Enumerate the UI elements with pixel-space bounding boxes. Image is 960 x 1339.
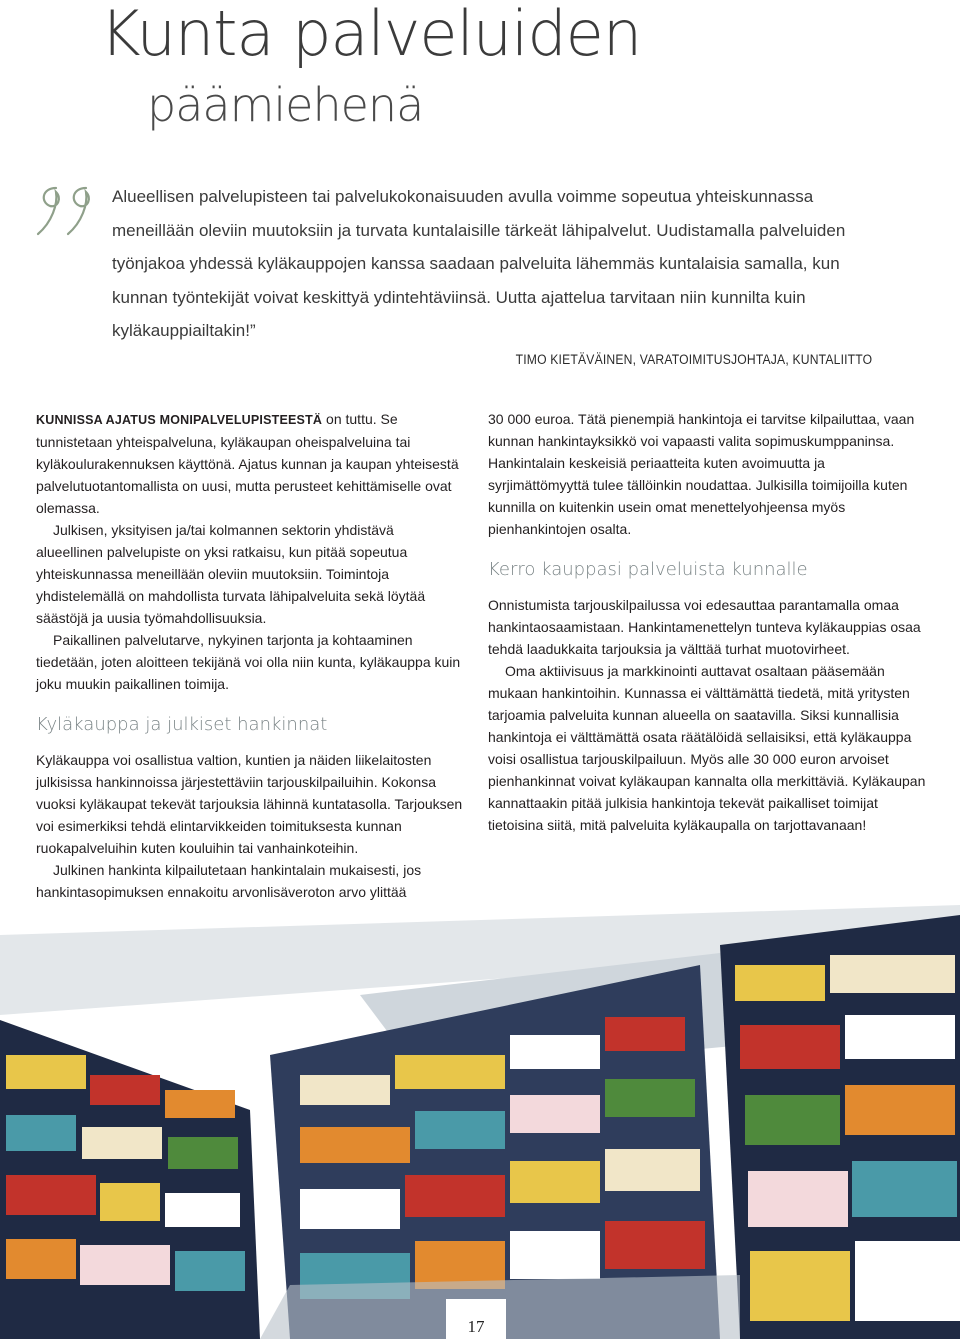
paragraph: Julkinen hankinta kilpailutetaan hankintalain mukaisesti, jos hankintasopimuksen ennakoitu arvonlisäveroton arvo ylittää	[36, 862, 422, 900]
paragraph: Oma aktiivisuus ja markkinointi auttavat osaltaan pääsemään mukaan hankintoihin. Kunnassa ei välttämättä tiedetä, mitä yritysten tarjoamia palveluita kunnan alueella on saatavilla. Siksi kunnallisia hankintoja ei välttämättä osata räätälöidä sellaisiksi, että kyläkauppa voisi osallistua tarjouskilpailuun. Myös alle 30 000 euron arvoiset pienhankinnat voivat kyläkaupan kannalta olla merkittäviä. Kyläkaupan kannattaakin pitää julkisia hankintoja tekevät paikalliset toimijat tietoisina siitä, mitä palveluita kyläkaupalla on tarjottavanaan!	[488, 663, 926, 833]
page-title: Kunta palveluiden	[100, 0, 642, 70]
store-shelves-illustration	[0, 905, 960, 1339]
right-column	[488, 408, 926, 836]
left-column	[36, 408, 464, 903]
paragraph: 30 000 euroa. Tätä pienempiä hankintoja ei tarvitse kilpailuttaa, vaan kunnan hankintayksikkö voi vapaasti valita sopimuskumppaninsa. Hankintalain keskeisiä periaatteita kuten avoimuutta ja syrjimättömyyttä tulee tällöinkin noudattaa. Julkisilla toimijoilla kuten kunnilla on kuitenkin usein omat menettelyohjeensa myös pienhankintojen osalta.	[488, 411, 915, 537]
page-number-box	[446, 1299, 506, 1339]
page-subtitle: päämiehenä	[147, 78, 424, 132]
paragraph: Paikallinen palvelutarve, nykyinen tarjonta ja kohtaaminen tiedetään, joten aloitteen tekijänä voi olla niin kunta, kyläkauppa kuin joku muukin paikallinen toimija.	[36, 632, 461, 692]
quote-marks-icon	[28, 158, 108, 238]
pull-quote: Alueellisen palvelupisteen tai palvelukokonaisuuden avulla voimme sopeutua yhteiskunnassa meneillään oleviin muutoksiin ja turvata kuntalaisille tärkeät lähipalvelut. Uudistamalla palveluiden työnjakoa yhdessä kyläkauppojen kanssa saadaan palveluita lähemmäs kuntalaisia samalla, kun kunnan työntekijät voivat keskittyä ydintehtäviinsä. Uutta ajattelua tarvitaan niin kunnilta kuin kyläkauppiailtakin!”	[112, 187, 846, 340]
paragraph	[36, 408, 464, 519]
paragraph: Kyläkauppa voi osallistua valtion, kuntien ja näiden liikelaitosten julkisissa hankinnoissa järjestettäviin tarjouskilpailuihin. Kokonsa vuoksi kyläkaupat tekevät tarjouksia lähinnä kuntatasolla. Tarjouksen voi esimerkiksi tehdä elintarvikkeiden toimituksesta kunnan ruokapalveluihin kuten kouluihin tai vanhainkoteihin.	[36, 752, 463, 856]
paragraph-text: on tuttu. Se tunnistetaan yhteispalveluna, kyläkaupan oheispalveluina tai kyläkoulurakennuksen käyttönä. Ajatus kunnan ja kaupan yhteisestä palvelutuotantomallista on uusi, mutta perusteet kehittämiselle ovat olemassa.	[36, 411, 459, 516]
paragraph: Julkisen, yksityisen ja/tai kolmannen sektorin yhdistävä alueellinen palvelupiste on yksi ratkaisu, kun pitää sopeutua yhteiskunnassa meneillään oleviin muutoksiin. Toimintoja yhdistelemällä on mahdollista turvata lähipalveluita sekä löytää säästöjä ja uusia työmahdollisuuksia.	[36, 522, 426, 626]
quote-attribution: TIMO KIETÄVÄINEN, VARATOIMITUSJOHTAJA, KUNTALIITTO	[515, 352, 872, 367]
paragraph: Onnistumista tarjouskilpailussa voi edesauttaa parantamalla omaa hankintaosaamistaan. Hankintamenettelyn tunteva kyläkauppias osaa tehdä laadukkaita tarjouksia ja välttää turhat muotovirheet.	[488, 597, 921, 657]
lead-caps: KUNNISSA AJATUS MONIPALVELUPISTEESTÄ	[36, 413, 323, 427]
section-heading: Kyläkauppa ja julkiset hankinnat	[36, 714, 328, 735]
page-number: 17	[467, 1317, 485, 1336]
section-heading: Kerro kauppasi palveluista kunnalle	[488, 559, 808, 580]
